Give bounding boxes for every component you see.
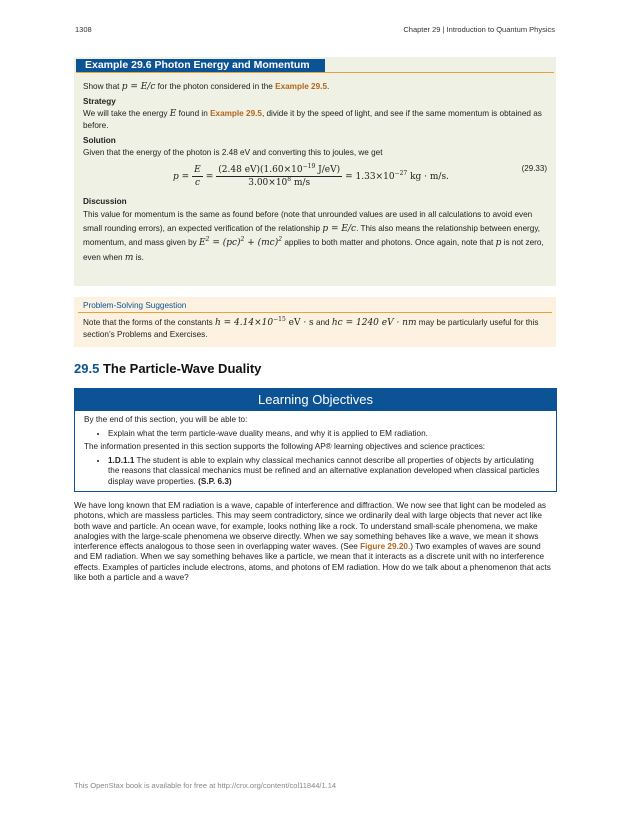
tip-title: Problem-Solving Suggestion <box>83 301 187 310</box>
math-inline: E <box>169 109 177 119</box>
learning-objectives-heading: Learning Objectives <box>75 389 556 411</box>
section-number: 29.5 <box>74 361 100 376</box>
body-paragraph: We have long known that EM radiation is a wave, capable of interference and diffraction. We now see that light can be modeled as photons, which are massless particles. This may seem contradictory, since we ordinarily deal with large objects that never act like both wave and particle. An ocean wave, for example, looks nothing like a rock. To understand small-scale phenomena, we make analogies with the large-scale phenomena we observe directly. When we say something behaves like a wave, we mean it shows interference effects analogous to those seen in overlapping water waves. (See Figure 29.20.) Two examples of waves are sound and EM radiation. When we say something behaves like a particle, we mean that it interacts as a discrete unit with no interference effects. Examples of particles include electrons, atoms, and photons of EM radiation. How do we talk about a phenomenon that acts like both a particle and a wave? <box>74 501 551 583</box>
tip-rule <box>78 312 552 313</box>
figure-link[interactable]: Figure 29.20 <box>360 542 408 552</box>
learning-objectives-box <box>74 388 557 492</box>
footer-text: This OpenStax book is available for free at http://cnx.org/content/col11844/1.14 <box>74 781 337 790</box>
section-heading: The Particle-Wave Duality <box>102 361 262 376</box>
list-item: • 1.D.1.1 The student is able to explain why classical mechanics cannot describe all properties of objects by articulating the reasons that classical mechanics must be refined and an alternative explanation developed when classical particles display wave properties. (S.P. 6.3) <box>108 456 547 488</box>
tip-body: Note that the forms of the constants $h = 4.14\times 10^{-15}$ eV · s and hc = 1240 eV · nm may be particularly useful for this section’s Problems and Exercises. <box>83 316 539 339</box>
math-inline: p = E/c <box>121 82 156 92</box>
ap-intro: The information presented in this section supports the following AP® learning objectives and science practices: <box>84 442 486 451</box>
learning-objectives-body <box>75 411 556 487</box>
example-link[interactable]: Example 29.5 <box>210 109 262 118</box>
strategy-text: We will take the energy E found in Example 29.5, divide it by the speed of light, and see if the same momentum is obtained as before. <box>83 109 542 130</box>
ap-practice: (S.P. 6.3) <box>198 476 232 486</box>
chapter-header: Chapter 29 | Introduction to Quantum Physics <box>403 25 555 34</box>
example-intro: Show that p = E/c for the photon considered in the Example 29.5. <box>83 82 330 92</box>
discussion-heading: Discussion <box>83 197 127 206</box>
equation-number: (29.33) <box>521 164 547 173</box>
lo-list <box>84 429 547 440</box>
strategy-heading: Strategy <box>83 97 116 106</box>
list-item: • Explain what the term particle-wave duality means, and why it is applied to EM radiation. <box>108 429 547 440</box>
example-rule <box>76 72 554 73</box>
fraction: $\frac{E}{c}$ <box>194 165 201 188</box>
solution-heading: Solution <box>83 136 116 145</box>
example-body <box>83 81 547 265</box>
problem-solving-box <box>74 297 556 347</box>
fraction: $\frac{(2.48 eV)(1.60\times 10^{-19} J/eV)}{3.00\times 10^8 m/s}$ <box>218 163 341 188</box>
ap-code: 1.D.1.1 <box>108 455 135 465</box>
section-title <box>74 361 261 376</box>
example-link[interactable]: Example 29.5 <box>275 82 327 91</box>
discussion-text: This value for momentum is the same as found before (note that unrounded values are used in all calculations to avoid even small rounding errors), an expected verification of the relationship p = E/c. This also means the relationship between energy, momentum, and mass given by $E^2 = (pc)^2 + (mc)^2$ applies to both matter and photons. Once again, note that p is not zero, even when m is. <box>83 210 544 263</box>
lo-intro: By the end of this section, you will be able to: <box>84 415 248 424</box>
ap-list <box>84 456 547 488</box>
solution-text: Given that the energy of the photon is 2.48 eV and converting this to joules, we get <box>83 148 383 157</box>
equation: p = $\frac{E}{c}$ = $\frac{(2.48 eV)(1.60\times 10^{-19} J/eV)}{3.00\times 10^8 m/s}$ = $1.33\times 10^{-27}$ kg · m/s. <box>173 163 449 188</box>
example-box <box>74 57 556 286</box>
equation-block <box>83 163 547 193</box>
page-number: 1308 <box>75 25 92 34</box>
example-title: Example 29.6 Photon Energy and Momentum <box>76 59 325 72</box>
